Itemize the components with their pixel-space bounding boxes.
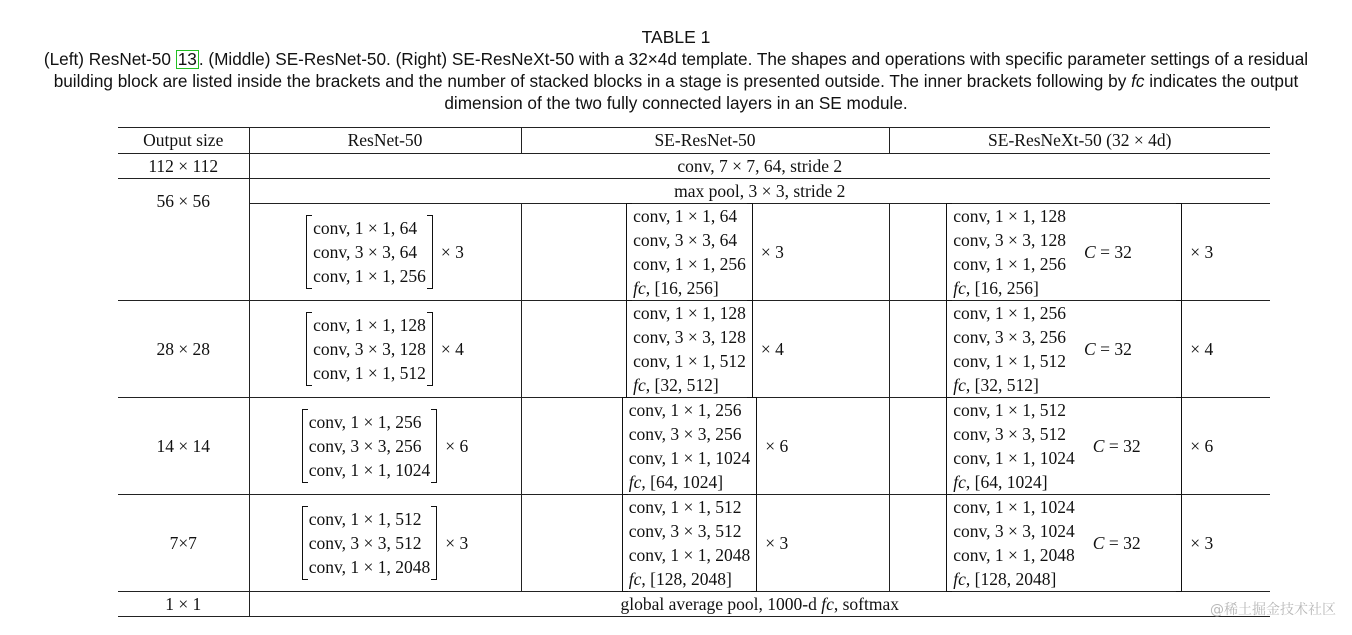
stage3-resnet-repeat: × 4 [440, 338, 464, 359]
stage3-output-size: 28 × 28 [118, 301, 249, 398]
conv1-output-size: 112 × 112 [118, 154, 249, 179]
stage3-se-resnext-content [953, 301, 1175, 397]
stage2-se-resnext-line: conv, 3 × 3, 128 [953, 230, 1067, 250]
stage5-resnet-line: conv, 1 × 1, 512 [308, 509, 422, 529]
stage5-resnet-repeat: × 3 [445, 532, 469, 553]
stage5-se-resnet-bracket [622, 495, 758, 591]
stage5-se-resnext-line: conv, 1 × 1, 1024 [953, 497, 1075, 517]
stage3-se-resnext-lines [953, 301, 1066, 397]
final-operation [249, 592, 1270, 617]
stage4-se-resnet-repeat: × 6 [765, 435, 789, 456]
stage2-row [118, 204, 1270, 301]
stage4-se-resnext-line: conv, 3 × 3, 512 [953, 424, 1067, 444]
conv1-operation: conv, 7 × 7, 64, stride 2 [249, 154, 1270, 179]
stage4-se-resnext-content [953, 398, 1175, 494]
cardinality-symbol: C [1092, 436, 1105, 456]
stage2-se-resnet-cell [521, 204, 889, 301]
stage3-resnet-line: conv, 3 × 3, 128 [313, 339, 426, 359]
header-row [118, 128, 1270, 154]
stage3-se-resnet-line: conv, 1 × 1, 512 [633, 351, 746, 371]
fc-symbol: fc [953, 569, 966, 589]
stage3-se-resnext-repeat: × 4 [1190, 338, 1214, 359]
caption-text-part-c: indicates the output dimension of the two fully connected layers in an SE module. [444, 71, 1299, 113]
stage4-resnet-bracket [302, 410, 438, 482]
final-output-size: 1 × 1 [118, 592, 249, 617]
stage5-se-resnext-fc-dims: [128, 2048] [974, 569, 1057, 589]
stage4-se-resnext-line: conv, 1 × 1, 512 [953, 400, 1067, 420]
stage2-se-resnext-line: conv, 1 × 1, 256 [953, 254, 1067, 274]
stage3-se-resnet-cell [521, 301, 889, 398]
stage2-resnet-line: conv, 1 × 1, 64 [313, 218, 418, 238]
stage4-output-size: 14 × 14 [118, 398, 249, 495]
header-resnet50: ResNet-50 [249, 128, 521, 154]
stage2-resnet-line: conv, 3 × 3, 64 [313, 242, 418, 262]
stage2-cardinality-value: = 32 [1100, 242, 1132, 262]
stage3-row [118, 301, 1270, 398]
stage2-se-resnet-bracket [626, 204, 753, 300]
fc-symbol: fc [633, 375, 646, 395]
stage5-se-resnet-cell [521, 495, 889, 592]
stage4-se-resnet-fc-line: fc, [64, 1024] [628, 472, 724, 492]
cardinality-symbol: C [1084, 339, 1096, 359]
stage2-se-resnet-block [626, 204, 784, 300]
stage5-resnet-line: conv, 3 × 3, 512 [308, 533, 422, 553]
stage4-se-resnext-fc-dims: [64, 1024] [974, 472, 1048, 492]
stage5-se-resnext-fc-line: fc, [128, 2048] [953, 569, 1057, 589]
stage4-cardinality [1093, 434, 1141, 458]
stage5-se-resnet-line: conv, 1 × 1, 512 [628, 497, 742, 517]
stage3-se-resnext-line: conv, 3 × 3, 256 [953, 327, 1067, 347]
cardinality-symbol: C [1092, 533, 1105, 553]
stage5-se-resnet-fc-line: fc, [128, 2048] [628, 569, 732, 589]
final-row [118, 592, 1270, 617]
stage5-se-resnext-repeat: × 3 [1190, 532, 1214, 553]
stage3-se-resnet-repeat: × 4 [760, 338, 784, 359]
conv1-row [118, 154, 1270, 179]
stage3-se-resnext-line: conv, 1 × 1, 512 [953, 351, 1067, 371]
final-operation-part-a: global average pool, 1000-d [620, 593, 822, 614]
stage3-resnet-bracket [306, 313, 433, 385]
stage5-resnet-cell [249, 495, 521, 592]
stage4-cardinality-value: = 32 [1108, 436, 1141, 456]
watermark: @稀土掘金技术社区 [1210, 602, 1336, 618]
stage5-se-resnext-content [953, 495, 1175, 591]
fc-symbol: fc [953, 278, 966, 298]
cardinality-symbol: C [1084, 242, 1096, 262]
stage2-resnet-cell [249, 204, 521, 301]
stage2-se-resnext-bracket [946, 204, 1182, 300]
stage3-se-resnet-line: conv, 1 × 1, 128 [633, 303, 746, 323]
stage2-se-resnet-fc-dims: [16, 256] [654, 278, 719, 298]
stage4-resnet-line: conv, 3 × 3, 256 [308, 436, 422, 456]
caption-text-part-b: . (Middle) SE-ResNet-50. (Right) SE-ResNeXt-50 with a 32×4d template. The shapes and operations with specific parameter settings of a residual building block are listed inside the brackets and the number of stacked blocks in a stage is presented outside. The inner brackets following by [53, 49, 1309, 91]
stage5-se-resnext-line: conv, 1 × 1, 2048 [953, 545, 1075, 565]
stage5-row [118, 495, 1270, 592]
table-caption [20, 26, 1332, 114]
stage4-se-resnext-cell [889, 398, 1270, 495]
architecture-table [118, 127, 1270, 617]
stage3-se-resnet-block [626, 301, 784, 397]
stage5-se-resnet-block [622, 495, 789, 591]
header-output-size: Output size [118, 128, 249, 154]
stage2-resnet-block [306, 216, 464, 288]
stage5-se-resnet-line: conv, 1 × 1, 2048 [628, 545, 751, 565]
stage4-se-resnext-line: conv, 1 × 1, 1024 [953, 448, 1075, 468]
stage2-se-resnet-line: conv, 1 × 1, 64 [633, 206, 738, 226]
stage3-se-resnet-fc-dims: [32, 512] [654, 375, 719, 395]
stage5-cardinality [1093, 531, 1141, 555]
stage3-cardinality-value: = 32 [1100, 339, 1132, 359]
final-fc-symbol: fc [821, 593, 834, 614]
stage3-se-resnext-fc-dims: [32, 512] [974, 375, 1039, 395]
stage4-se-resnet-bracket [622, 398, 758, 494]
stage2-resnet-line: conv, 1 × 1, 256 [313, 266, 426, 286]
stage5-resnet-bracket [302, 507, 438, 579]
stage3-cardinality [1084, 337, 1132, 361]
final-operation-part-b: , softmax [833, 593, 899, 614]
stage4-row [118, 398, 1270, 495]
stage2-se-resnext-repeat: × 3 [1190, 241, 1214, 262]
table-title: TABLE 1 [641, 27, 711, 47]
stage2-output-size: 56 × 56 [118, 179, 249, 301]
stage4-resnet-cell [249, 398, 521, 495]
fc-symbol: fc [633, 278, 646, 298]
stage4-se-resnet-line: conv, 1 × 1, 1024 [628, 448, 751, 468]
stage5-se-resnet-line: conv, 3 × 3, 512 [628, 521, 742, 541]
header-se-resnet50: SE-ResNet-50 [521, 128, 889, 154]
caption-fc: fc [1131, 71, 1145, 91]
stage5-output-size: 7×7 [118, 495, 249, 592]
stage4-resnet-line: conv, 1 × 1, 1024 [308, 460, 431, 480]
stage3-se-resnet-fc-line: fc, [32, 512] [633, 375, 719, 395]
stage2-se-resnext-block [946, 204, 1213, 300]
stage4-resnet-repeat: × 6 [445, 435, 469, 456]
stage2-se-resnet-line: conv, 1 × 1, 256 [633, 254, 746, 274]
stage5-se-resnext-bracket [946, 495, 1182, 591]
stage2-se-resnext-fc-dims: [16, 256] [974, 278, 1039, 298]
stage3-resnet-line: conv, 1 × 1, 128 [313, 315, 426, 335]
stage5-resnet-block [302, 507, 469, 579]
stage5-se-resnext-line: conv, 3 × 3, 1024 [953, 521, 1075, 541]
stage2-se-resnext-lines [953, 204, 1066, 300]
header-se-resnext50: SE-ResNeXt-50 (32 × 4d) [889, 128, 1270, 154]
stage2-se-resnet-repeat: × 3 [760, 241, 784, 262]
stage3-se-resnet-bracket [626, 301, 753, 397]
pool-operation: max pool, 3 × 3, stride 2 [249, 179, 1270, 204]
stage4-se-resnext-block [946, 398, 1213, 494]
stage4-se-resnext-lines [953, 398, 1075, 494]
stage3-se-resnext-block [946, 301, 1213, 397]
citation-link[interactable]: 13 [177, 49, 197, 69]
caption-text-part-a: (Left) ResNet-50 [43, 49, 176, 69]
stage2-resnet-bracket [306, 216, 433, 288]
stage3-se-resnext-line: conv, 1 × 1, 256 [953, 303, 1067, 323]
stage4-se-resnet-line: conv, 3 × 3, 256 [628, 424, 742, 444]
stage4-se-resnext-repeat: × 6 [1190, 435, 1214, 456]
stage3-se-resnext-cell [889, 301, 1270, 398]
stage4-se-resnet-line: conv, 1 × 1, 256 [628, 400, 742, 420]
stage2-se-resnext-line: conv, 1 × 1, 128 [953, 206, 1067, 226]
stage3-resnet-block [306, 313, 464, 385]
stage2-cardinality [1084, 240, 1132, 264]
stage3-se-resnext-bracket [946, 301, 1182, 397]
stage2-se-resnext-fc-line: fc, [16, 256] [953, 278, 1039, 298]
stage3-resnet-cell [249, 301, 521, 398]
stage4-se-resnet-block [622, 398, 789, 494]
stage5-se-resnet-repeat: × 3 [765, 532, 789, 553]
stage3-resnet-line: conv, 1 × 1, 512 [313, 363, 426, 383]
stage5-se-resnet-fc-dims: [128, 2048] [650, 569, 732, 589]
stage2-se-resnext-content [953, 204, 1175, 300]
stage5-resnet-line: conv, 1 × 1, 2048 [308, 557, 431, 577]
stage2-se-resnext-cell [889, 204, 1270, 301]
stage5-cardinality-value: = 32 [1108, 533, 1141, 553]
stage4-se-resnext-fc-line: fc, [64, 1024] [953, 472, 1048, 492]
stage4-se-resnet-cell [521, 398, 889, 495]
stage4-se-resnet-fc-dims: [64, 1024] [650, 472, 724, 492]
stage5-se-resnext-block [946, 495, 1213, 591]
fc-symbol: fc [953, 375, 966, 395]
pool-row [118, 179, 1270, 204]
stage5-se-resnext-lines [953, 495, 1075, 591]
fc-symbol: fc [628, 569, 642, 589]
stage4-resnet-line: conv, 1 × 1, 256 [308, 412, 422, 432]
stage2-se-resnet-fc-line: fc, [16, 256] [633, 278, 719, 298]
stage5-se-resnext-cell [889, 495, 1270, 592]
stage3-se-resnext-fc-line: fc, [32, 512] [953, 375, 1039, 395]
stage4-se-resnext-bracket [946, 398, 1182, 494]
stage2-se-resnet-line: conv, 3 × 3, 64 [633, 230, 738, 250]
fc-symbol: fc [953, 472, 966, 492]
stage2-resnet-repeat: × 3 [440, 241, 464, 262]
fc-symbol: fc [628, 472, 642, 492]
stage3-se-resnet-line: conv, 3 × 3, 128 [633, 327, 746, 347]
stage4-resnet-block [302, 410, 469, 482]
